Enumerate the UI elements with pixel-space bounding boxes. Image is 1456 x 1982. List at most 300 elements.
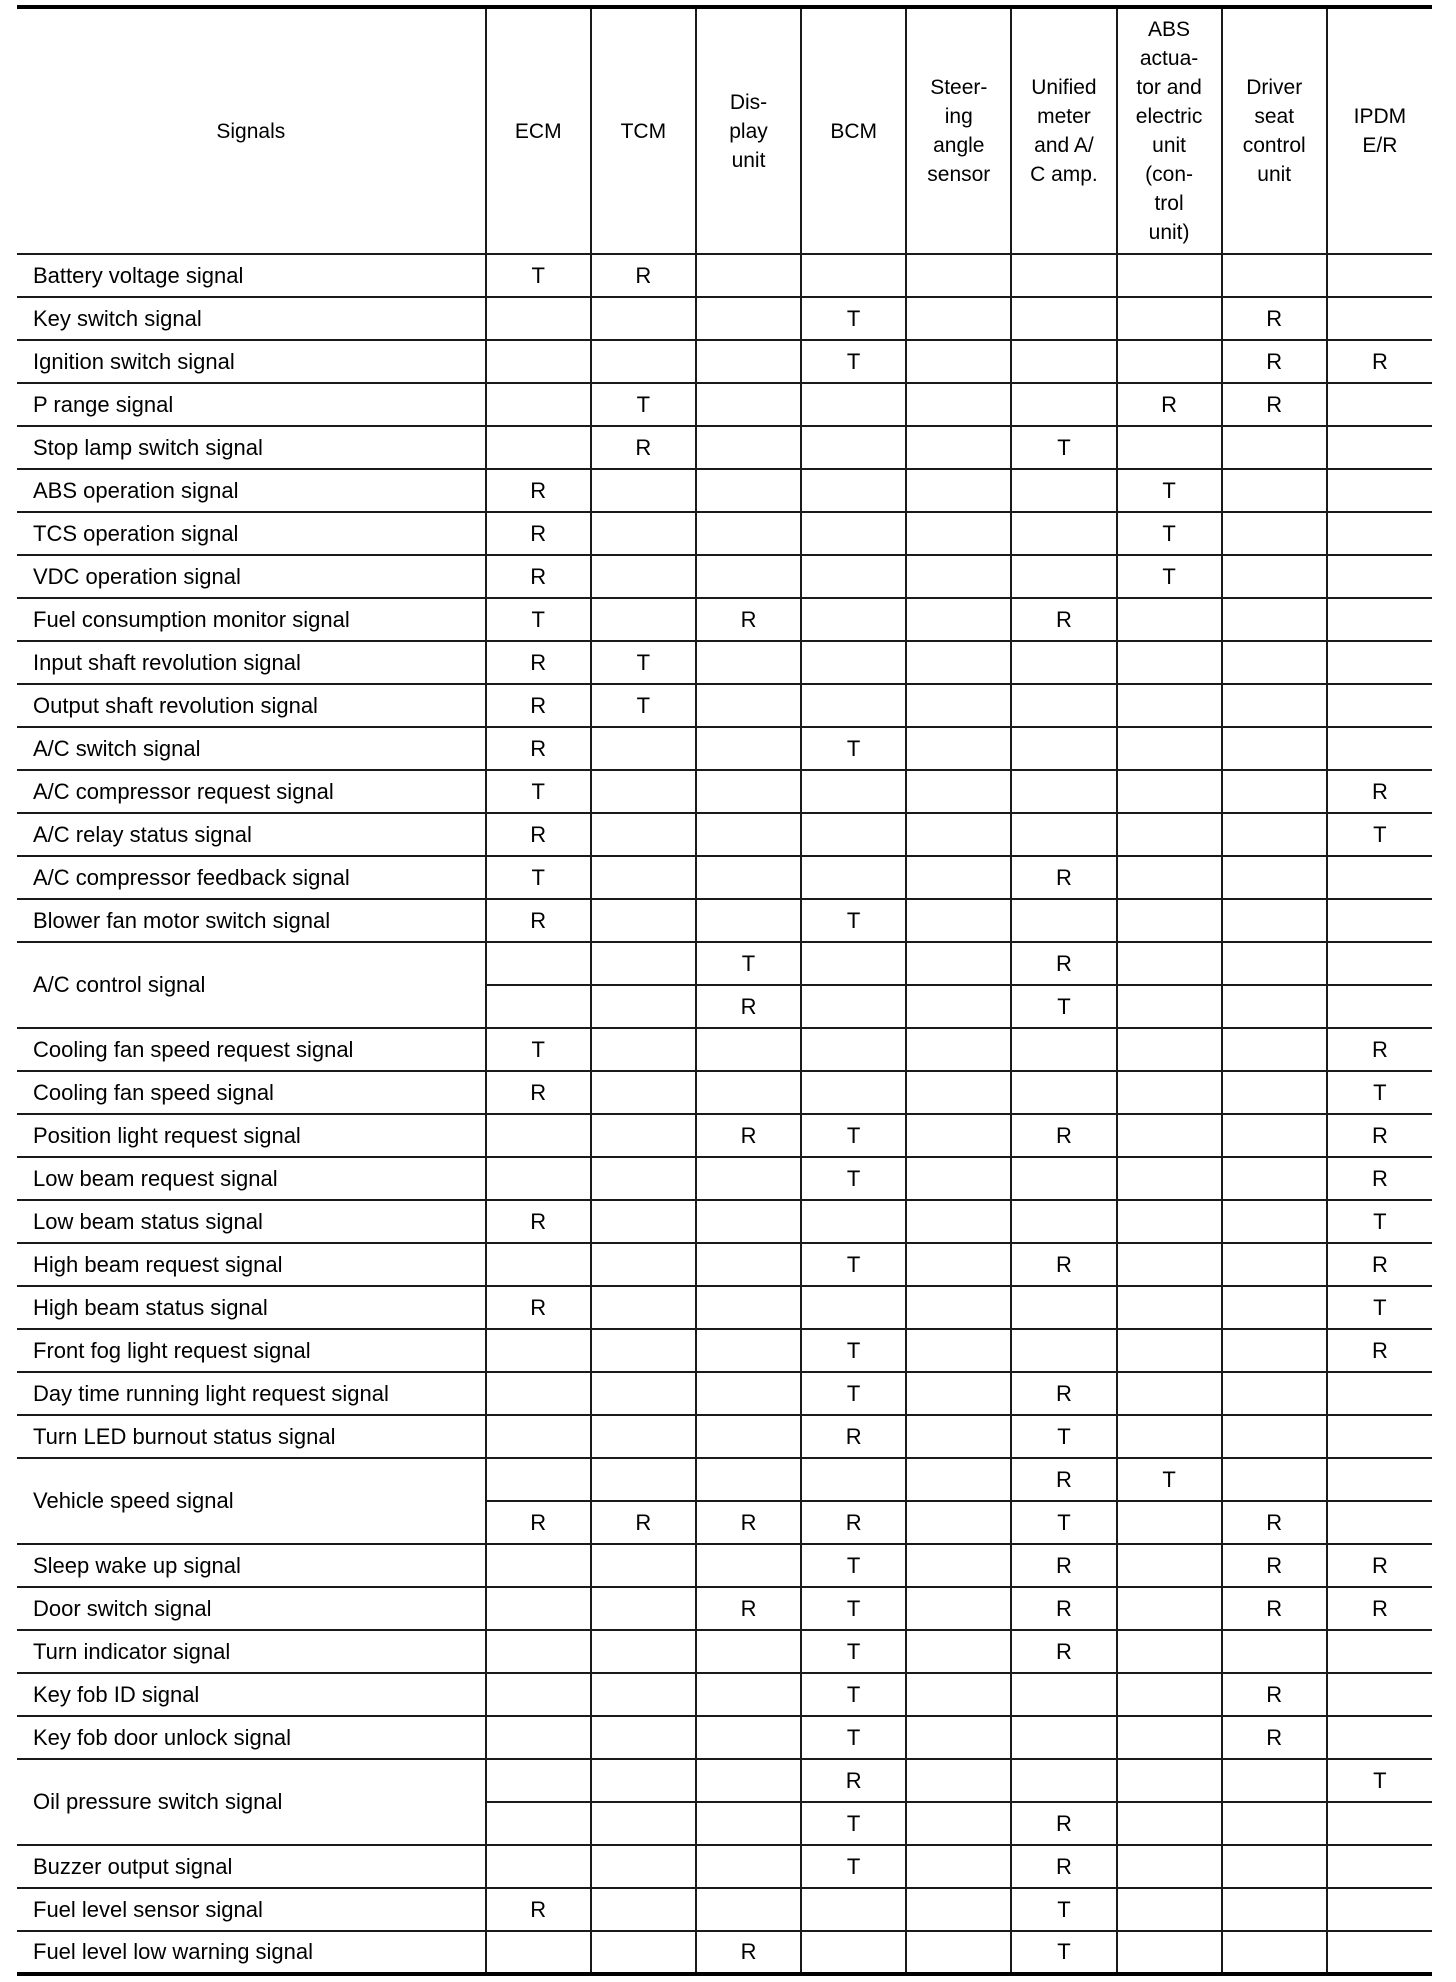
signal-cell xyxy=(906,1845,1011,1888)
signal-cell xyxy=(1117,598,1222,641)
signal-cell xyxy=(1011,1071,1116,1114)
signal-name: Fuel level low warning signal xyxy=(17,1931,486,1974)
table-row xyxy=(17,1888,1432,1931)
signal-cell: R xyxy=(1327,1114,1432,1157)
signal-cell: T xyxy=(1327,813,1432,856)
signal-cell: R xyxy=(1011,1845,1116,1888)
signal-cell xyxy=(1327,856,1432,899)
signal-cell xyxy=(1011,770,1116,813)
signal-cell: R xyxy=(486,469,591,512)
signal-cell xyxy=(696,1630,801,1673)
table-row xyxy=(17,512,1432,555)
table-row xyxy=(17,856,1432,899)
signal-cell xyxy=(801,770,906,813)
signal-cell xyxy=(486,1157,591,1200)
signal-cell: R xyxy=(696,598,801,641)
table-row xyxy=(17,1587,1432,1630)
header-unified-meter: Unified meter and A/ C amp. xyxy=(1011,7,1116,254)
signal-cell: T xyxy=(1011,1415,1116,1458)
signal-cell xyxy=(696,297,801,340)
signal-cell xyxy=(1327,1458,1432,1501)
header-driver-seat-control-unit: Driver seat control unit xyxy=(1222,7,1327,254)
signal-cell xyxy=(906,985,1011,1028)
signal-cell xyxy=(591,1587,696,1630)
signal-cell: R xyxy=(1011,1630,1116,1673)
signal-cell: R xyxy=(1327,1157,1432,1200)
signal-cell xyxy=(696,1716,801,1759)
signal-cell: T xyxy=(801,727,906,770)
signal-cell: R xyxy=(1011,856,1116,899)
signal-cell xyxy=(1222,254,1327,297)
signal-cell: R xyxy=(1011,1802,1116,1845)
signal-cell xyxy=(591,1243,696,1286)
signal-cell xyxy=(1117,340,1222,383)
signal-cell xyxy=(486,1802,591,1845)
signal-cell xyxy=(486,985,591,1028)
signal-name: High beam request signal xyxy=(17,1243,486,1286)
signal-cell xyxy=(486,1673,591,1716)
signal-cell xyxy=(1117,684,1222,727)
signal-cell xyxy=(1011,899,1116,942)
signal-cell xyxy=(591,770,696,813)
signal-cell: R xyxy=(591,254,696,297)
header-bcm: BCM xyxy=(801,7,906,254)
signal-cell: T xyxy=(1117,555,1222,598)
table-row xyxy=(17,254,1432,297)
signal-cell: T xyxy=(1011,1931,1116,1974)
signal-cell xyxy=(591,942,696,985)
signal-name: Input shaft revolution signal xyxy=(17,641,486,684)
signal-cell xyxy=(591,555,696,598)
signal-cell xyxy=(486,1243,591,1286)
signal-cell: T xyxy=(801,899,906,942)
signal-cell xyxy=(1222,1888,1327,1931)
signal-cell xyxy=(696,641,801,684)
table-row xyxy=(17,1071,1432,1114)
table-row xyxy=(17,641,1432,684)
signal-cell xyxy=(1117,1415,1222,1458)
signal-cell xyxy=(1222,1028,1327,1071)
signal-cell xyxy=(696,1071,801,1114)
signal-cell: R xyxy=(486,512,591,555)
signal-cell xyxy=(1222,426,1327,469)
signal-cell xyxy=(1327,254,1432,297)
table-row xyxy=(17,1157,1432,1200)
signal-cell: R xyxy=(486,899,591,942)
signal-cell xyxy=(696,1759,801,1802)
signal-cell: R xyxy=(1011,1544,1116,1587)
signal-cell: R xyxy=(486,1501,591,1544)
signal-name: High beam status signal xyxy=(17,1286,486,1329)
signal-cell: T xyxy=(801,1673,906,1716)
signal-cell: T xyxy=(1327,1200,1432,1243)
signal-cell xyxy=(1011,1673,1116,1716)
signal-cell xyxy=(1011,512,1116,555)
signal-cell xyxy=(486,383,591,426)
signal-cell: T xyxy=(1117,512,1222,555)
signal-cell xyxy=(591,985,696,1028)
signal-cell xyxy=(1222,770,1327,813)
signal-cell xyxy=(1117,1071,1222,1114)
signal-cell xyxy=(591,1415,696,1458)
signal-cell: T xyxy=(801,1329,906,1372)
signal-cell xyxy=(906,1501,1011,1544)
signal-cell xyxy=(801,985,906,1028)
signal-cell xyxy=(1222,1845,1327,1888)
signal-cell xyxy=(486,1759,591,1802)
signal-name: A/C switch signal xyxy=(17,727,486,770)
signal-cell xyxy=(1327,598,1432,641)
signal-cell: R xyxy=(1222,340,1327,383)
signal-cell xyxy=(1117,426,1222,469)
signal-cell xyxy=(1011,555,1116,598)
signal-cell: T xyxy=(1327,1286,1432,1329)
signal-cell: T xyxy=(801,1114,906,1157)
signal-cell xyxy=(906,1329,1011,1372)
signal-cell xyxy=(591,1759,696,1802)
header-signals: Signals xyxy=(17,7,486,254)
signal-name: Day time running light request signal xyxy=(17,1372,486,1415)
signal-cell: R xyxy=(1327,1544,1432,1587)
signal-cell xyxy=(1222,1372,1327,1415)
signal-name: Door switch signal xyxy=(17,1587,486,1630)
table-row xyxy=(17,770,1432,813)
signal-cell: T xyxy=(486,856,591,899)
signal-cell xyxy=(801,1286,906,1329)
signal-cell xyxy=(1117,1802,1222,1845)
signal-cell xyxy=(1327,942,1432,985)
signal-cell xyxy=(591,512,696,555)
signal-name: A/C control signal xyxy=(17,942,486,1028)
signal-cell xyxy=(1117,254,1222,297)
signal-cell xyxy=(1327,512,1432,555)
signal-cell xyxy=(696,899,801,942)
signal-cell xyxy=(1327,1630,1432,1673)
signal-cell xyxy=(1222,1415,1327,1458)
signal-cell xyxy=(906,813,1011,856)
signal-cell xyxy=(1327,1673,1432,1716)
signal-cell xyxy=(696,469,801,512)
signal-cell xyxy=(1222,1200,1327,1243)
signal-cell xyxy=(906,383,1011,426)
signal-name: Buzzer output signal xyxy=(17,1845,486,1888)
signal-cell xyxy=(1117,856,1222,899)
signal-cell xyxy=(1327,1888,1432,1931)
signal-cell xyxy=(1011,254,1116,297)
signal-cell: R xyxy=(1327,770,1432,813)
signal-cell xyxy=(696,1286,801,1329)
header-steering-angle-sensor: Steer- ing angle sensor xyxy=(906,7,1011,254)
signal-cell: T xyxy=(591,641,696,684)
signal-cell: T xyxy=(1011,1888,1116,1931)
signal-cell: T xyxy=(801,1587,906,1630)
signal-cell xyxy=(1222,1243,1327,1286)
signal-cell xyxy=(1327,684,1432,727)
signal-cell xyxy=(486,1544,591,1587)
table-row xyxy=(17,1673,1432,1716)
signal-cell xyxy=(1222,856,1327,899)
signal-cell: R xyxy=(486,813,591,856)
signal-cell xyxy=(1011,469,1116,512)
signal-cell: T xyxy=(801,297,906,340)
signal-cell xyxy=(486,942,591,985)
table-row xyxy=(17,1286,1432,1329)
signal-cell: T xyxy=(1117,1458,1222,1501)
signal-cell xyxy=(801,1458,906,1501)
signal-cell xyxy=(1327,1716,1432,1759)
signal-name: Blower fan motor switch signal xyxy=(17,899,486,942)
signal-cell xyxy=(1222,1286,1327,1329)
signal-cell xyxy=(1222,1458,1327,1501)
table-row xyxy=(17,383,1432,426)
signal-cell xyxy=(696,813,801,856)
signal-cell: T xyxy=(1327,1759,1432,1802)
signal-name: Battery voltage signal xyxy=(17,254,486,297)
signal-name: Fuel level sensor signal xyxy=(17,1888,486,1931)
signal-cell xyxy=(1011,1329,1116,1372)
signal-name: Sleep wake up signal xyxy=(17,1544,486,1587)
signal-cell xyxy=(906,1587,1011,1630)
signal-cell xyxy=(1011,383,1116,426)
signal-cell xyxy=(1117,1114,1222,1157)
signal-cell xyxy=(906,1286,1011,1329)
signal-cell xyxy=(696,770,801,813)
signal-cell xyxy=(696,1415,801,1458)
signal-cell xyxy=(1011,1286,1116,1329)
signal-cell xyxy=(1327,1415,1432,1458)
signal-cell xyxy=(1327,426,1432,469)
signal-cell xyxy=(1117,1759,1222,1802)
header-tcm: TCM xyxy=(591,7,696,254)
signal-cell xyxy=(1117,1243,1222,1286)
signal-cell: R xyxy=(696,1587,801,1630)
signal-cell xyxy=(486,1415,591,1458)
signal-cell: R xyxy=(1327,1243,1432,1286)
signal-cell: R xyxy=(696,1501,801,1544)
signal-cell xyxy=(591,727,696,770)
header-abs-actuator: ABS actua- tor and electric unit (con- trol unit) xyxy=(1117,7,1222,254)
signal-cell xyxy=(801,1071,906,1114)
signal-name: Position light request signal xyxy=(17,1114,486,1157)
signal-cell xyxy=(591,1845,696,1888)
table-row xyxy=(17,1845,1432,1888)
signal-cell xyxy=(906,942,1011,985)
signal-cell: T xyxy=(1011,985,1116,1028)
signal-name: VDC operation signal xyxy=(17,555,486,598)
signal-cell: T xyxy=(801,340,906,383)
signal-cell: R xyxy=(591,1501,696,1544)
signal-cell xyxy=(591,1458,696,1501)
signal-cell xyxy=(591,1802,696,1845)
signal-cell xyxy=(1117,1673,1222,1716)
signal-cell xyxy=(906,770,1011,813)
signal-cell: R xyxy=(1011,1243,1116,1286)
signal-cell xyxy=(906,254,1011,297)
signal-name: A/C compressor feedback signal xyxy=(17,856,486,899)
signal-cell: R xyxy=(696,1114,801,1157)
signal-cell xyxy=(801,426,906,469)
signal-cell xyxy=(1222,1931,1327,1974)
signal-cell xyxy=(906,1114,1011,1157)
signal-cell xyxy=(1327,641,1432,684)
signal-name: Turn indicator signal xyxy=(17,1630,486,1673)
signal-cell xyxy=(1117,1286,1222,1329)
signal-cell xyxy=(696,1329,801,1372)
signal-cell xyxy=(1117,899,1222,942)
signal-cell xyxy=(1222,813,1327,856)
signal-name: Vehicle speed signal xyxy=(17,1458,486,1544)
header-display-unit: Dis- play unit xyxy=(696,7,801,254)
signal-cell xyxy=(801,1200,906,1243)
signal-cell xyxy=(1117,1329,1222,1372)
signal-cell xyxy=(1117,1372,1222,1415)
table-row xyxy=(17,1329,1432,1372)
signal-cell: R xyxy=(696,985,801,1028)
signal-cell xyxy=(591,856,696,899)
signal-cell xyxy=(486,1845,591,1888)
signal-cell xyxy=(1117,1501,1222,1544)
signal-cell xyxy=(906,555,1011,598)
signal-cell xyxy=(696,340,801,383)
signal-cell xyxy=(1222,985,1327,1028)
signal-name: Low beam status signal xyxy=(17,1200,486,1243)
signal-cell: T xyxy=(1011,426,1116,469)
signal-cell xyxy=(1327,1501,1432,1544)
signal-cell xyxy=(906,641,1011,684)
signal-cell: T xyxy=(801,1544,906,1587)
signal-cell: T xyxy=(801,1157,906,1200)
signal-cell xyxy=(1011,297,1116,340)
signal-cell xyxy=(801,1888,906,1931)
signal-cell: T xyxy=(591,383,696,426)
signal-cell xyxy=(591,340,696,383)
signal-name: Turn LED burnout status signal xyxy=(17,1415,486,1458)
signal-cell xyxy=(1117,985,1222,1028)
signal-cell xyxy=(591,1114,696,1157)
table-row xyxy=(17,1372,1432,1415)
signal-cell xyxy=(1011,727,1116,770)
table-body xyxy=(17,254,1432,1974)
signal-cell: T xyxy=(696,942,801,985)
signal-cell xyxy=(1222,1157,1327,1200)
signal-cell xyxy=(696,1544,801,1587)
signal-cell: R xyxy=(1222,1673,1327,1716)
signal-name: Key fob door unlock signal xyxy=(17,1716,486,1759)
signal-cell xyxy=(591,1544,696,1587)
signal-cell xyxy=(591,1716,696,1759)
signal-cell: R xyxy=(1117,383,1222,426)
signal-cell xyxy=(906,598,1011,641)
signal-cell xyxy=(801,555,906,598)
signal-cell xyxy=(906,469,1011,512)
signal-cell: R xyxy=(486,1286,591,1329)
signal-cell xyxy=(1327,899,1432,942)
signal-cell xyxy=(906,1415,1011,1458)
signal-cell: T xyxy=(801,1630,906,1673)
signal-cell xyxy=(1222,942,1327,985)
signal-cell xyxy=(1222,555,1327,598)
signal-cell xyxy=(1117,1845,1222,1888)
signal-cell: T xyxy=(486,598,591,641)
signal-cell xyxy=(696,254,801,297)
signal-cell xyxy=(906,856,1011,899)
signal-cell xyxy=(1011,813,1116,856)
signal-cell xyxy=(906,1243,1011,1286)
signal-cell: R xyxy=(1327,340,1432,383)
signal-cell: T xyxy=(1011,1501,1116,1544)
signal-cell xyxy=(906,1888,1011,1931)
table-row xyxy=(17,1114,1432,1157)
signal-cell xyxy=(696,1888,801,1931)
signal-cell xyxy=(1011,684,1116,727)
signal-cell xyxy=(1222,1114,1327,1157)
signal-cell: R xyxy=(1011,942,1116,985)
signal-cell xyxy=(1011,641,1116,684)
table-row xyxy=(17,942,1432,985)
signal-cell xyxy=(486,1114,591,1157)
signal-cell: T xyxy=(801,1372,906,1415)
signal-cell xyxy=(801,512,906,555)
signal-cell xyxy=(906,1931,1011,1974)
signal-cell xyxy=(1222,641,1327,684)
signal-cell xyxy=(906,684,1011,727)
signal-name: Output shaft revolution signal xyxy=(17,684,486,727)
signal-cell xyxy=(906,1544,1011,1587)
signal-cell xyxy=(1117,1931,1222,1974)
table-row xyxy=(17,1415,1432,1458)
signal-cell xyxy=(1327,727,1432,770)
signal-cell xyxy=(906,727,1011,770)
signal-cell: T xyxy=(591,684,696,727)
table-row xyxy=(17,813,1432,856)
signal-cell xyxy=(696,1243,801,1286)
header-ecm: ECM xyxy=(486,7,591,254)
signal-cell: R xyxy=(486,555,591,598)
signal-cell xyxy=(591,899,696,942)
signal-name: Ignition switch signal xyxy=(17,340,486,383)
signal-cell xyxy=(1117,770,1222,813)
signal-cell xyxy=(1117,641,1222,684)
signal-cell xyxy=(1117,1716,1222,1759)
signal-name: A/C relay status signal xyxy=(17,813,486,856)
signal-cell xyxy=(1011,1157,1116,1200)
signal-cell xyxy=(906,1759,1011,1802)
signal-cell xyxy=(486,1716,591,1759)
signal-cell xyxy=(906,340,1011,383)
signal-cell xyxy=(696,1157,801,1200)
signal-cell xyxy=(1222,1630,1327,1673)
signal-cell xyxy=(591,1888,696,1931)
signal-cell xyxy=(696,1845,801,1888)
signal-cell xyxy=(486,1329,591,1372)
table-row xyxy=(17,684,1432,727)
signal-cell: R xyxy=(1327,1028,1432,1071)
signal-cell: R xyxy=(486,684,591,727)
signal-cell xyxy=(1222,598,1327,641)
table-row xyxy=(17,1243,1432,1286)
signal-cell xyxy=(906,426,1011,469)
table-row xyxy=(17,469,1432,512)
signal-cell xyxy=(1327,297,1432,340)
signal-cell xyxy=(801,942,906,985)
signal-name: Low beam request signal xyxy=(17,1157,486,1200)
signal-cell xyxy=(1327,469,1432,512)
signal-cell xyxy=(801,254,906,297)
signal-cell xyxy=(591,1931,696,1974)
signal-cell: R xyxy=(801,1759,906,1802)
signal-cell xyxy=(1222,1071,1327,1114)
signal-cell xyxy=(1117,1028,1222,1071)
